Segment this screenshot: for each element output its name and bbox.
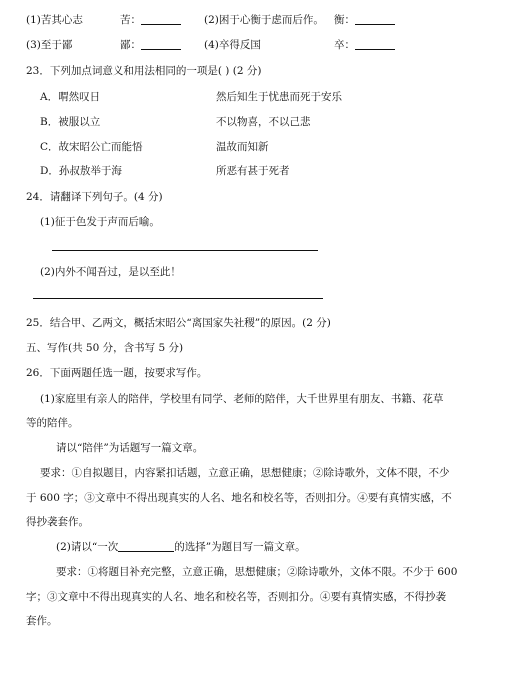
q22-item4: (4)卒得反国 — [204, 39, 261, 51]
q23-option-d-left: D．孙叔敖举于海 — [40, 165, 122, 177]
q22-row1-left — [26, 13, 83, 27]
q22-blank-3[interactable] — [141, 49, 181, 50]
q26-prompt1-line2: 等的陪伴。 — [26, 417, 79, 429]
q23-option-c-left: C．故宋昭公亡而能悟 — [40, 141, 143, 153]
section-five-title: 五、写作(共 50 分，含书写 5 分) — [26, 342, 184, 354]
q22-item3: (3)至于鄙 — [26, 39, 73, 51]
q23-option-a-right: 然后知生于忧患而死于安乐 — [216, 91, 342, 103]
q24-answer-line-2[interactable] — [33, 298, 323, 299]
q24-stem: 24．请翻译下列句子。(4 分) — [26, 191, 163, 203]
q26-stem: 26．下面两题任选一题，按要求写作。 — [26, 367, 208, 379]
q23-option-a-left: A．喟然叹日 — [40, 91, 101, 103]
q26-prompt2-title: (2)请以“一次 的选择”为题目写一篇文章。 — [56, 541, 306, 553]
q26-prompt2-req-line1: 要求：①将题目补充完整，立意正确，思想健康；②除诗歌外，文体不限。不少于 600 — [56, 566, 458, 578]
q22-blank-1[interactable] — [141, 24, 181, 25]
q22-item1: (1)苦其心志 — [26, 14, 83, 26]
q26-prompt2-req-line2: 字；③文章中不得出现真实的人名、地名和校名等，否则扣分。④要有真情实感，不得抄袭 — [26, 591, 446, 603]
q22-item2: (2)困于心衡于虑而后作。 — [204, 14, 324, 26]
q23-stem: 23．下列加点词意义和用法相同的一项是( ) (2 分) — [26, 65, 262, 77]
q22-row1-label1: 苦： — [120, 13, 181, 27]
q26-prompt1-task: 请以“陪伴”为话题写一篇文章。 — [56, 442, 204, 454]
q23-option-b-right: 不以物喜，不以己悲 — [216, 116, 311, 128]
q22-blank-4[interactable] — [355, 49, 395, 50]
q26-prompt1-line1: (1)家庭里有亲人的陪伴，学校里有同学、老师的陪伴，大千世界里有朋友、书籍、花草 — [40, 393, 444, 405]
q22-row2-label2: 卒： — [334, 38, 395, 52]
q22-row1-label2: 衡： — [334, 13, 395, 27]
q23-option-d-right: 所恶有甚于死者 — [216, 165, 290, 177]
q23-option-b-left: B．被服以立 — [40, 116, 101, 128]
q22-blank-2[interactable] — [355, 24, 395, 25]
q24-answer-line-1[interactable] — [52, 250, 318, 251]
q26-prompt1-req-line3: 得抄袭套作。 — [26, 516, 89, 528]
q22-row2-label1: 鄙： — [120, 38, 181, 52]
q26-prompt1-req-line2: 于 600 字；③文章中不得出现真实的人名、地名和校名等，否则扣分。④要有真情实感，不 — [26, 492, 452, 504]
q24-sentence-1: (1)征于色发于声而后喻。 — [40, 216, 160, 228]
q26-title-blank[interactable] — [118, 551, 174, 552]
q26-prompt1-req-line1: 要求：①自拟题目，内容紧扣话题，立意正确，思想健康；②除诗歌外，文体不限，不少 — [40, 467, 450, 479]
q23-option-c-right: 温故而知新 — [216, 141, 269, 153]
q24-sentence-2: (2)内外不闻吾过，是以至此！ — [40, 266, 181, 278]
q25-stem: 25．结合甲、乙两文，概括宋昭公“离国家失社稷”的原因。(2 分) — [26, 317, 331, 329]
q26-prompt2-req-line3: 套作。 — [26, 615, 58, 627]
